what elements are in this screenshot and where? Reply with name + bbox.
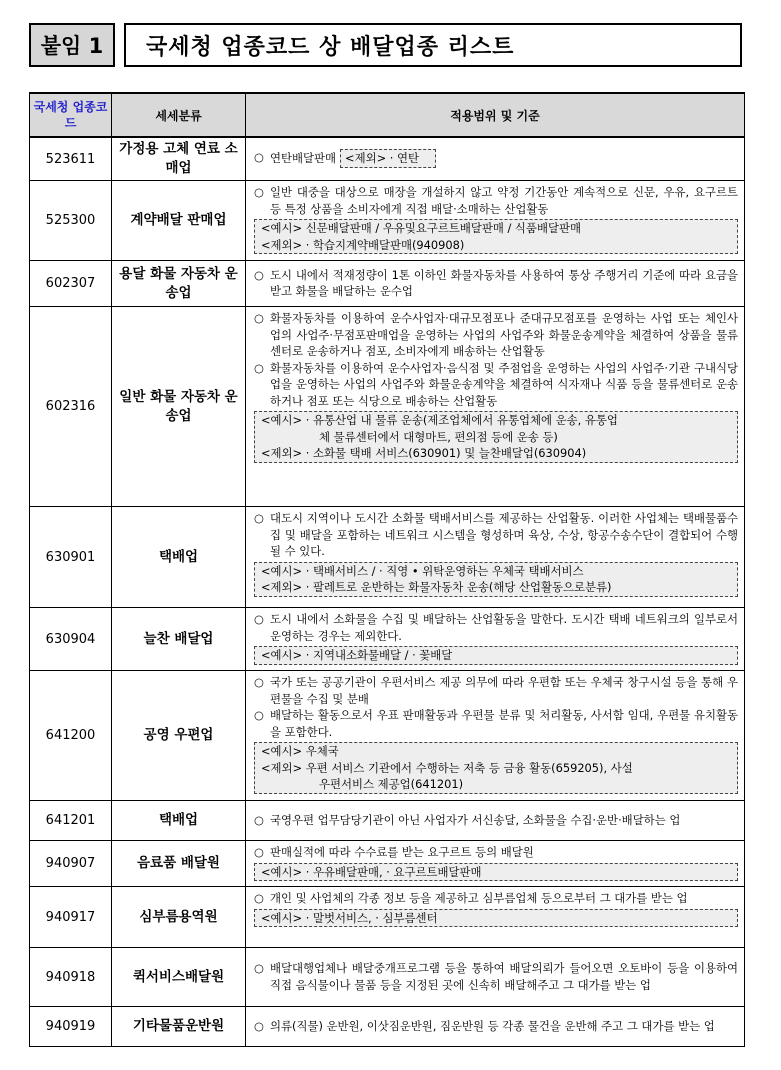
table-row — [30, 887, 745, 948]
example-line: 체 물류센터에서 대형마트, 편의점 등에 운송 등) — [319, 429, 558, 444]
table-row — [30, 137, 745, 181]
bullet-mark: ○ — [254, 1018, 264, 1033]
bullet-text: 화물자동차를 이용하여 운수사업자·대규모점포나 준대규모점포를 운영하는 사업 또는 체인사업의 사업주·무점포판매업을 운영하는 사업의 사업주와 화물운송계약을 체결하여 상품을 물류센터로 운송하거나 점포, 소비자에게 배송하는 산업활동 — [270, 311, 738, 358]
bullet-text: 의류(직물) 운반원, 이삿짐운반원, 짐운반원 등 각종 물건을 운반해 주고 그 대가를 받는 업 — [270, 1018, 715, 1033]
category-name: 심부름용역원 — [112, 887, 246, 948]
example-line: <제외> · 학습지계약배달판매(940908) — [261, 237, 465, 252]
scope-bullet — [254, 844, 738, 861]
category-name: 택배업 — [112, 507, 246, 608]
category-name: 공영 우편업 — [112, 671, 246, 801]
bullet-text: 도시 내에서 적재정량이 1톤 이하인 화물자동차를 사용하여 통상 주행거리 기준에 따라 요금을 받고 화물을 배달하는 운수업 — [270, 267, 738, 298]
bullet-mark: ○ — [254, 675, 264, 689]
example-line: <제외> 우편 서비스 기관에서 수행하는 저축 등 금융 활동(659205), 사설 — [261, 760, 633, 775]
scope-cell — [246, 887, 745, 948]
example-box — [254, 646, 738, 665]
scope-cell — [246, 671, 745, 801]
bullet-mark: ○ — [254, 961, 264, 975]
category-name: 음료품 배달원 — [112, 841, 246, 887]
category-name: 일반 화물 자동차 운송업 — [112, 307, 246, 507]
industry-code: 940918 — [30, 948, 112, 1007]
scope-bullet — [254, 960, 738, 993]
scope-bullet — [254, 812, 738, 829]
table-row — [30, 948, 745, 1007]
scope-bullet — [254, 674, 738, 707]
scope-cell — [246, 801, 745, 841]
bullet-mark: ○ — [254, 311, 264, 325]
example-box — [254, 562, 738, 597]
header-code: 국세청 업종코드 — [30, 93, 112, 137]
scope-cell — [246, 307, 745, 507]
scope-cell — [246, 261, 745, 307]
bullet-mark: ○ — [254, 150, 264, 165]
scope-cell — [246, 507, 745, 608]
industry-code: 525300 — [30, 181, 112, 261]
category-name: 택배업 — [112, 801, 246, 841]
bullet-text: 배달하는 활동으로서 우표 판매활동과 우편물 분류 및 처리활동, 사서함 임대, 우편물 유치활동을 포함한다. — [270, 708, 738, 739]
bullet-text: 대도시 지역이나 도시간 소화물 택배서비스를 제공하는 산업활동. 이러한 사업체는 택배물품수집 및 배달을 포함하는 네트워크 시스템을 형성하며 육상, 수상, 항공수송수단이 결합되어 수행될 수 있다. — [270, 511, 738, 558]
bullet-mark: ○ — [254, 812, 264, 827]
scope-bullet — [254, 360, 738, 410]
category-name: 계약배달 판매업 — [112, 181, 246, 261]
table-row — [30, 801, 745, 841]
table-row — [30, 608, 745, 671]
example-box — [254, 219, 738, 254]
category-name: 용달 화물 자동차 운송업 — [112, 261, 246, 307]
industry-code: 523611 — [30, 137, 112, 181]
scope-bullet — [254, 184, 738, 217]
header-category: 세세분류 — [112, 93, 246, 137]
table-row — [30, 841, 745, 887]
exclusion-box: <제외> · 연탄 — [340, 149, 436, 168]
table-row — [30, 261, 745, 307]
bullet-mark: ○ — [254, 845, 264, 859]
example-line: <예시> 신문배달판매 / 우유및요구르트배달판매 / 식품배달판매 — [261, 221, 581, 235]
category-name: 퀵서비스배달원 — [112, 948, 246, 1007]
bullet-text: 연탄배달판매 <제외> · 연탄 — [270, 149, 738, 168]
table-row — [30, 1007, 745, 1047]
bullet-text: 도시 내에서 소화물을 수집 및 배달하는 산업활동을 말한다. 도시간 택배 네트워크의 일부로서 운영하는 경우는 제외한다. — [270, 612, 738, 643]
table-row — [30, 181, 745, 261]
example-line: <예시> · 지역내소화물배달 / · 꽃배달 — [261, 648, 453, 662]
bullet-text: 배달대행업체나 배달중개프로그램 등을 통하여 배달의뢰가 들어오면 오토바이 등을 이용하여 직접 음식물이나 물품 등을 지정된 곳에 신속히 배달해주고 그 대가를 받는 업 — [270, 961, 738, 992]
industry-code: 602307 — [30, 261, 112, 307]
industry-code: 940917 — [30, 887, 112, 948]
scope-cell — [246, 181, 745, 261]
bullet-text: 개인 및 사업체의 각종 정보 등을 제공하고 심부름업체 등으로부터 그 대가를 받는 업 — [270, 891, 688, 905]
delivery-industry-table — [29, 92, 745, 1047]
bullet-mark: ○ — [254, 612, 264, 626]
scope-bullet — [254, 1018, 738, 1035]
table-header-row — [30, 93, 745, 137]
scope-bullet — [254, 149, 738, 168]
category-name: 늘찬 배달업 — [112, 608, 246, 671]
table-body — [30, 137, 745, 1047]
attachment-label: 붙임 1 — [29, 23, 115, 67]
bullet-mark: ○ — [254, 891, 264, 905]
example-line: <예시> 우체국 — [261, 744, 339, 758]
title-text: 국세청 업종코드 상 배달업종 리스트 — [124, 23, 742, 67]
example-box — [254, 742, 738, 794]
bullet-text: 화물자동차를 이용하여 운수사업자·음식점 및 주점업을 운영하는 사업의 사업주·기관 구내식당업을 운영하는 사업의 사업주와 화물운송계약을 체결하여 식자재나 식품 등을 물류센터로 운송하거나 점포 또는 식당으로 배송하는 산업활동 — [270, 360, 738, 408]
bullet-mark: ○ — [254, 708, 264, 722]
industry-code: 940919 — [30, 1007, 112, 1047]
scope-bullet — [254, 890, 738, 907]
industry-code: 641200 — [30, 671, 112, 801]
example-line: <예시> · 우유배달판매, · 요구르트배달판매 — [261, 864, 482, 879]
scope-bullet — [254, 267, 738, 300]
example-box — [254, 863, 738, 882]
bullet-text: 판매실적에 따라 수수료를 받는 요구르트 등의 배달원 — [270, 845, 534, 859]
example-line: 우편서비스 제공업(641201) — [319, 777, 464, 791]
example-box — [254, 909, 738, 928]
scope-bullet — [254, 310, 738, 360]
industry-code: 630901 — [30, 507, 112, 608]
bullet-text: 일반 대중을 대상으로 매장을 개설하지 않고 약정 기간동안 계속적으로 신문, 우유, 요구르트 등 특정 상품을 소비자에게 직접 배달·소매하는 산업활동 — [270, 185, 738, 216]
scope-cell — [246, 948, 745, 1007]
bullet-text: 국영우편 업무담당기관이 아닌 사업자가 서신송달, 소화물을 수집·운반·배달하는 업 — [270, 812, 681, 827]
bullet-text: 국가 또는 공공기관이 우편서비스 제공 의무에 따라 우편함 또는 우체국 창구시설 등을 통해 우편물을 수집 및 분배 — [270, 675, 738, 706]
industry-code: 940907 — [30, 841, 112, 887]
scope-bullet — [254, 707, 738, 740]
scope-cell — [246, 608, 745, 671]
industry-code: 602316 — [30, 307, 112, 507]
example-box — [254, 411, 738, 463]
bullet-mark: ○ — [254, 267, 264, 282]
example-line: <제외> · 팔레트로 운반하는 화물자동차 운송(해당 산업활동으로분류) — [261, 580, 612, 594]
industry-code: 630904 — [30, 608, 112, 671]
bullet-mark: ○ — [254, 511, 264, 525]
category-name: 기타물품운반원 — [112, 1007, 246, 1047]
document-title — [29, 23, 742, 67]
example-line: <제외> · 소화물 택배 서비스(630901) 및 늘찬배달업(630904) — [261, 446, 587, 460]
scope-cell — [246, 841, 745, 887]
industry-code: 641201 — [30, 801, 112, 841]
example-line: <예시> · 말벗서비스, · 심부름센터 — [261, 910, 438, 925]
table-row — [30, 671, 745, 801]
scope-cell — [246, 1007, 745, 1047]
example-line: <예시> · 택배서비스 / · 직영 • 위탁운영하는 우체국 택배서비스 — [261, 563, 584, 578]
category-name: 가정용 고체 연료 소매업 — [112, 137, 246, 181]
scope-bullet — [254, 611, 738, 644]
bullet-mark: ○ — [254, 185, 264, 199]
bullet-mark: ○ — [254, 360, 264, 375]
scope-cell — [246, 137, 745, 181]
header-scope: 적용범위 및 기준 — [246, 93, 745, 137]
scope-bullet — [254, 510, 738, 560]
table-row — [30, 507, 745, 608]
example-line: <예시> · 유통산업 내 물류 운송(제조업체에서 유통업체에 운송, 유통업 — [261, 413, 618, 427]
table-row — [30, 307, 745, 507]
